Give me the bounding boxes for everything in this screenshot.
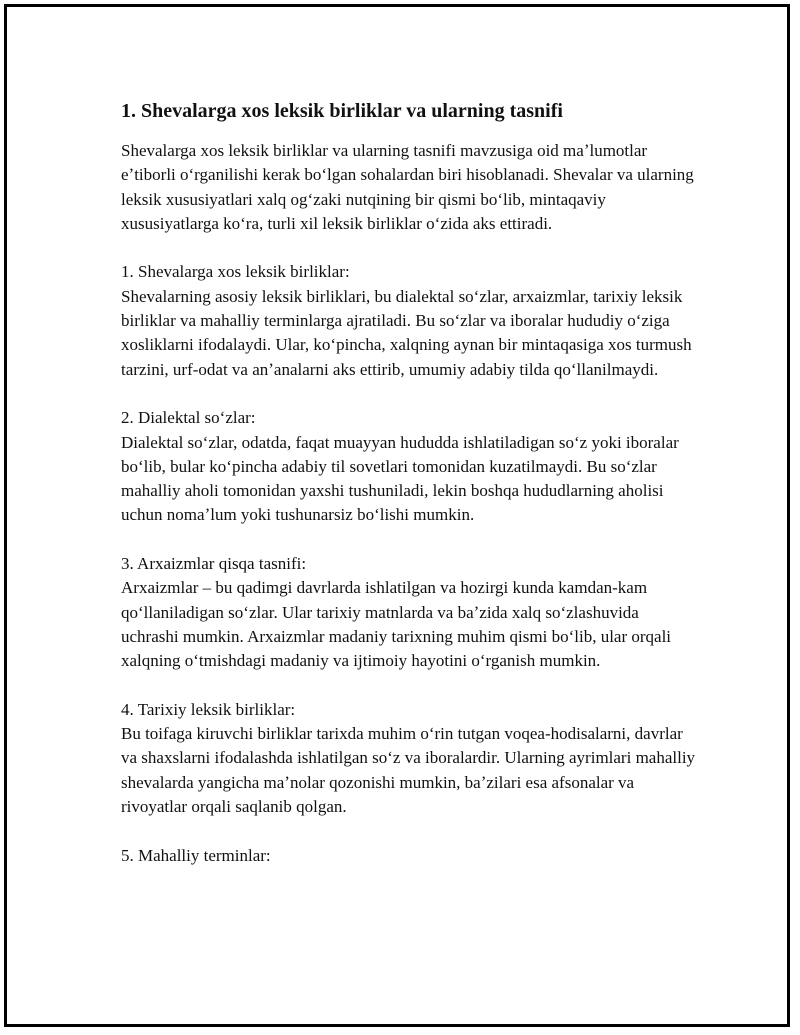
- page-frame: [4, 4, 790, 1027]
- document-title: 1. Shevalarga xos leksik birliklar va ularning tasnifi: [121, 100, 563, 122]
- section-heading: 5. Mahalliy terminlar:: [121, 845, 271, 865]
- document-body: [121, 97, 696, 892]
- section-heading: 3. Arxaizmlar qisqa tasnifi:: [121, 554, 307, 574]
- section-text: Dialektal soʻzlar, odatda, faqat muayyan hududda ishlatiladigan soʻz yoki iboralar boʻlib, bular koʻpincha adabiy til sovetlari tomonidan kuzatilmaydi. Bu soʻzlar mahalliy aholi tomonidan yaxshi tushuniladi, lekin boshqa hududlarning aholisi uchun nomaʼlum yoki tushunarsiz boʻlishi mumkin.: [121, 432, 679, 525]
- section-heading: 2. Dialektal soʻzlar:: [121, 408, 256, 428]
- section-text: Bu toifaga kiruvchi birliklar tarixda muhim oʻrin tutgan voqea-hodisalarni, davrlar va shaxslarni ifodalashda ishlatilgan soʻz va iboralardir. Ularning ayrimlari mahalliy shevalarda yangicha maʼnolar qozonishi mumkin, baʼzilari esa afsonalar va rivoyatlar orqali saqlanib qolgan.: [121, 724, 696, 817]
- section-text: Shevalarning asosiy leksik birliklari, bu dialektal soʻzlar, arxaizmlar, tarixiy leksik birliklar va mahalliy terminlarga ajratiladi. Bu soʻzlar va iboralar hududiy oʻziga xosliklarni ifodalaydi. Ular, koʻpincha, xalqning aynan bir mintaqasiga xos turmush tarzini, urf-odat va anʼanalarni aks ettirib, umumiy adabiy tilda qoʻllanilmaydi.: [121, 286, 692, 379]
- section-archaisms: [121, 552, 696, 673]
- section-historical-units: [121, 698, 696, 819]
- intro-paragraph: Shevalarga xos leksik birliklar va ularning tasnifi mavzusiga oid maʼlumotlar eʼtiborli oʻrganilishi kerak boʻlgan sohalardan biri hisoblanadi. Shevalar va ularning leksik xususiyatlari xalq ogʻzaki nutqining bir qismi boʻlib, mintaqaviy xususiyatlarga koʻra, turli xil leksik birliklar oʻzida aks ettiradi.: [121, 141, 694, 233]
- section-dialectal-words: [121, 406, 696, 527]
- section-heading: 1. Shevalarga xos leksik birliklar:: [121, 262, 350, 282]
- section-text: Arxaizmlar – bu qadimgi davrlarda ishlatilgan va hozirgi kunda kamdan-kam qoʻllaniladigan soʻzlar. Ular tarixiy matnlarda va baʼzida xalq soʻzlashuvida uchrashi mumkin. Arxaizmlar madaniy tarixning muhim qismi boʻlib, ular orqali xalqning oʻtmishdagi madaniy va ijtimoiy hayotini oʻrganish mumkin.: [121, 578, 672, 671]
- section-local-terms: [121, 844, 696, 868]
- section-dialect-units: [121, 260, 696, 381]
- section-heading: 4. Tarixiy leksik birliklar:: [121, 699, 296, 719]
